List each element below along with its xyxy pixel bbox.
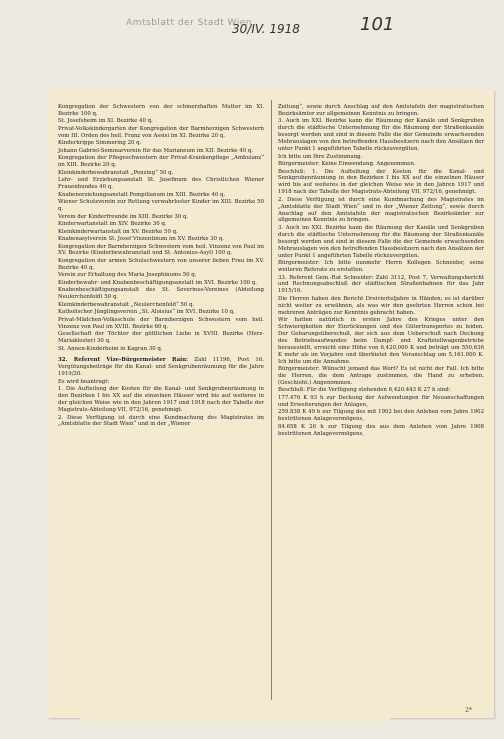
motion-point: 1. Die Aufteilung der Kosten für die Kanal- und Senkgrubenräumung in den Bezirken I bis XX auf die einzelnen Häuser wird bis auf weiteres in der gleichen Weise wie in den Jahren 1917 und 1918 nach der Tabelle der Magistrats-Abteilung VII, 972/16, genehmigt. [58,386,264,413]
motion-point: 2. Diese Verfügung ist durch eine Kundmachung des Magistrates im „Amtsblatte der Stadt Wien“ und in der „Wiener [58,414,264,428]
list-entry: Johann Gabriel-Seminarverein für das Marianeum im XII. Bezirke 40 q. [58,147,254,154]
paragraph: 2. Diese Verfügung ist durch eine Kundmachung des Magistrates im „Amtsblatte der Stadt Wien“ und in der „Wiener Zeitung“, sowie durch Anschlag auf den Amtstafeln der magistratischen Bezirksämter zur allgemeinen Kenntnis zu bringen. [278,196,484,224]
list-entry: Kongregation der armen Schulschwestern von unserer lieben Frau im XV. Bezirke 40 q. [58,257,264,271]
motion-intro: Es wird beantragt: [58,378,110,385]
list-entry: Knabenasylverein St. Josef Vinzentinum im XV. Bezirke 30 q. [58,236,224,243]
list-entry: Privat-Mädchen-Volksschule der Barmherzigen Schwestern vom heil. Vinzenz von Paul im XVIII. Bezirke 60 q. [58,316,264,330]
paragraph: 177.476 K 93 h zur Deckung der Aufwendungen für Neuanschaffungen und Erweiterungen der Anlagen, [278,394,484,408]
right-paragraph-list [278,104,484,438]
handwritten-page-number: 101 [360,14,395,35]
paragraph: 84.658 K 26 h zur Tilgung des aus dem Anlehen vom Jahre 1908 bestrittenen Anlagevermögens, [278,423,484,437]
motion-heading [58,357,264,378]
list-entry: Knabenerziehungsanstalt Pompilianum im XIII. Bezirke 40 q. [58,191,226,198]
list-entry: Kinderwartanstalt im XIV. Bezirke 30 q. [58,221,167,228]
paragraph: Ich bitte um Ihre Zustimmung. [278,153,363,160]
left-entry-list [58,104,264,352]
list-entry: Kongregation der Schwestern von der schmerzhaften Mutter im XI. Bezirke 100 q. [58,104,264,117]
paragraph: Wir hatten natürlich in ersten Jahre des Krieges unter den Schwierigkeiten der Einrückungen und des Gütertransportes zu leiden. Der Gebarungsüberschuß, der sich aus dem Ueberschuß nach Deckung des Betriebsaufwandes beim Dampf- und Kraftstellwagenbetriebe herausstellt, erreicht eine Höhe von 6,420,000 K und beträgt um 550,636 K mehr als im Vorjahre und überbietet den Voranschlag um 5,161.000 K. Ich bitte um die Annahme. [278,317,484,365]
newspaper-header-stamp: Amtsblatt der Stadt Wien [126,18,252,28]
left-column [58,104,264,429]
list-entry: Kinderbewahr- und Knabenbeschäftigungsanstalt im XVI. Bezirke 100 q. [58,279,257,286]
handwritten-date: 30/IV. 1918 [232,22,300,36]
list-entry: Kinderkrippe Simmering 20 q. [58,140,142,147]
list-entry: Kleinkinderbewahranstalt „Penzing“ 50 q. [58,169,174,176]
newspaper-clipping [48,90,494,718]
list-entry: Wiener Schutzverein zur Rettung verwahrloster Kinder im XIII. Bezirke 50 q. [58,199,264,213]
paragraph: Beschluß: Für die Verfügung stehenden 6,420.443 K 27 h sind: [278,387,451,394]
motion-points [58,386,264,428]
paragraph: Die Herren haben den Bericht Dreivierteljahre in Händen; es ist darüber nicht weiter zu erwähnen, als was wir den geehrten Herren schon bei mehreren Anträgen zur Kenntnis gebracht haben. [278,295,484,316]
list-entry: Katholischer Jünglingsverein „St. Aloisius“ im XVI. Bezirke 10 q. [58,309,235,316]
motion-speaker: 32. Referent Vize-Bürgermeister Rain: [58,357,189,364]
list-entry: St. Josefsheim im XI. Bezirke 40 q. [58,118,153,125]
paragraph: Bürgermeister: Ich bitte nunmehr Herrn Kollegen Schneider, seine weiteren Referate zu erstatten. [278,260,484,273]
list-entry: Lehr- und Erziehungsanstalt St. Josefinum des Christlichen Wiener Frauenbundes 40 q. [58,177,264,191]
motion-text: Zahl 11196, Post 16. Vergütungsbeiträge für die Kanal- und Senkgrubenräumung für die Jahre 1919/20. [58,357,265,378]
paragraph: Beschluß: 1. Die Aufteilung der Kosten für die Kanal- und Senkgrubenräumung in den Bezirken I bis XX auf die einzelnen Häuser wird bis auf weiteres in der gleichen Weise wie in den Jahren 1917 und 1918 nach der Tabelle der Magistrats-Abteilung VII, 972/16, genehmigt. [278,168,484,196]
footer-mark: 2* [465,707,472,714]
paragraph: Bürgermeister: Wünscht jemand das Wort? Es ist nicht der Fall. Ich bitte die Herren, die dem Antrage zustimmen, die Hand zu erheben. (Geschieht.) Angenommen. [278,366,484,386]
list-entry: Privat-Volkskindergarten der Kongregation der Barmherzigen Schwestern vom III. Orden des heil. Franz von Assisi im XI. Bezirke 20 q. [58,125,264,139]
paragraph: 259.838 K 49 h zur Tilgung des mit 1902 bei den Anlehen vom Jahre 1902 bestrittenen Anlagevermögens, [278,409,484,423]
paragraph: Bürgermeister: Keine Einwendung. Angenommen. [278,161,416,168]
list-entry: St. Annen-Kinderheim in Kagran 30 q. [58,345,163,352]
paragraph: 3. Auch im XXI. Bezirke kann die Räumung der Kanäle und Senkgruben durch die städtische Unternehmung für die Räumung der Straßenkanäle besorgt werden und sind in diesem Falle die der Gemeinde erwachsenden Mehrauslagen von den betreffenden Hausbesitzern nach den Ansätzen der unter Punkt 1 angeführten Tabelle rückzuvergüten. [278,224,484,259]
column-divider [271,100,272,700]
paragraph: Zeitung“, sowie durch Anschlag auf den Amtstafeln der magistratischen Bezirksämter zur allgemeinen Kenntnis zu bringen. [278,104,484,117]
list-entry: Gesellschaft der Töchter der göttlichen Liebe in XVIII. Bezirke (Herz-Mariakloster) 30 q. [58,331,264,345]
list-entry: Knabenbeschäftigungsanstalt des St. Severinus-Vereines (Abteilung Neulerchenfeld) 50 q. [58,287,264,301]
paragraph: 33. Referent Gem.-Rat Schneider: Zahl 3112, Post 7, Verwaltungsbericht und Rechnungsabschluß der städtischen Straßenbahnen für das Jahr 1915/16. [278,274,484,295]
list-entry: Kongregation der Pflegeschwestern der Privat-Krankenpflege „Ambulanz“ im XIII. Bezirke 20 q. [58,155,264,169]
clipping-tail [80,716,390,722]
paragraph: 3. Auch im XXI. Bezirke kann die Räumung der Kanäle und Senkgruben durch die städtische Unternehmung für die Räumung der Straßenkanäle besorgt werden und sind in diesem Falle die der Gemeinde erwachsenden Mehrauslagen von den betreffenden Hausbesitzern nach den Ansätzen der unter Punkt 1 angeführten Tabelle rückzuvergüten. [278,118,484,153]
list-entry: Kleinkinderbewahranstalt „Neulerchenfeld“ 50 q. [58,301,195,308]
list-entry: Kleinkinderwartanstalt im XV. Bezirke 50 q. [58,228,178,235]
list-entry: Kongregation der Barmherzigen Schwestern vom heil. Vinzenz von Paul im XV. Bezirke (Kinderbewahranstalt und St. Antonius-Asyl) 100 q. [58,243,264,257]
right-column [278,104,484,438]
list-entry: Verein der Kinderfreunde im XIII. Bezirke 30 q. [58,213,189,220]
list-entry: Verein zur Erhaltung des Maria Josephinums 50 q. [58,272,197,279]
